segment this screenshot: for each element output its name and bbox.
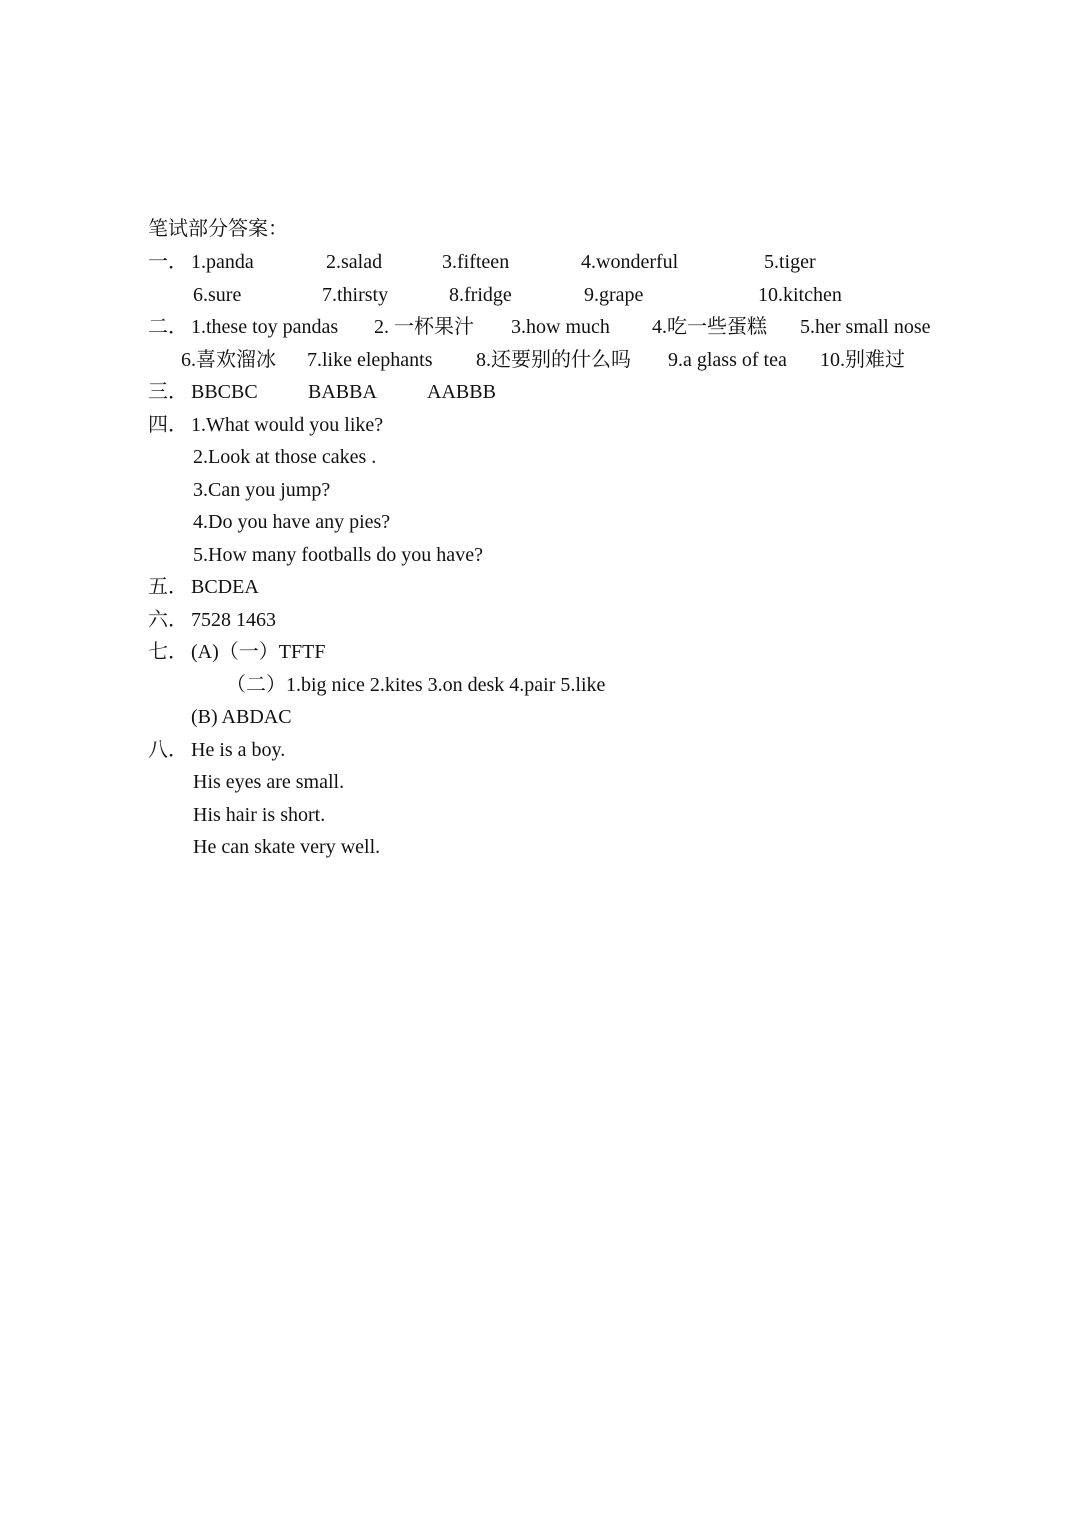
page-heading: 笔试部分答案： (148, 218, 288, 240)
answer-item: 8.还要别的什么吗 (476, 349, 631, 371)
section-3-number: 三． (148, 381, 188, 403)
answer-sentence: His hair is short. (193, 804, 326, 826)
answer-sentence: 2.Look at those cakes . (193, 446, 377, 468)
answer-item: 5.tiger (764, 251, 816, 273)
answer-item: 9.grape (584, 284, 644, 306)
answer-item: 1.panda (191, 251, 254, 273)
answer-item: 3.how much (511, 316, 610, 338)
answer-group: (B) ABDAC (191, 706, 292, 728)
answer-group: （二）1.big nice 2.kites 3.on desk 4.pair 5.like (226, 674, 606, 696)
answer-item: 9.a glass of tea (668, 349, 787, 371)
section-2-number: 二． (148, 316, 188, 338)
answer-group: BABBA (308, 381, 377, 403)
answer-group: BCDEA (191, 576, 259, 598)
section-6-number: 六． (148, 609, 188, 631)
answer-item: 1.these toy pandas (191, 316, 339, 338)
answer-item: 2.salad (326, 251, 383, 273)
answer-item: 5.her small nose (800, 316, 931, 338)
answer-group: (A)（一）TFTF (191, 641, 326, 663)
answer-sentence: His eyes are small. (193, 771, 345, 793)
answer-group: BBCBC (191, 381, 258, 403)
section-4-number: 四． (148, 414, 188, 436)
section-5-number: 五． (148, 576, 188, 598)
answer-sentence: He can skate very well. (193, 836, 381, 858)
answer-sentence: 4.Do you have any pies? (193, 511, 391, 533)
answer-group: 7528 1463 (191, 609, 276, 631)
answer-item: 6.sure (193, 284, 242, 306)
answer-sentence: 5.How many footballs do you have? (193, 544, 483, 566)
answer-item: 10.别难过 (820, 349, 905, 371)
answer-item: 7.thirsty (322, 284, 389, 306)
answer-item: 3.fifteen (442, 251, 510, 273)
answer-item: 10.kitchen (758, 284, 842, 306)
answer-item: 2. 一杯果汁 (374, 316, 474, 338)
answer-item: 6.喜欢溜冰 (181, 349, 276, 371)
answer-sentence: 1.What would you like? (191, 414, 384, 436)
answer-sentence: 3.Can you jump? (193, 479, 331, 501)
section-7-number: 七． (148, 641, 188, 663)
answer-item: 7.like elephants (307, 349, 433, 371)
answer-item: 4.wonderful (581, 251, 679, 273)
answer-item: 8.fridge (449, 284, 512, 306)
section-8-number: 八． (148, 739, 188, 761)
answer-group: AABBB (427, 381, 496, 403)
answer-sentence: He is a boy. (191, 739, 286, 761)
answer-item: 4.吃一些蛋糕 (652, 316, 767, 338)
section-1-number: 一． (148, 251, 188, 273)
